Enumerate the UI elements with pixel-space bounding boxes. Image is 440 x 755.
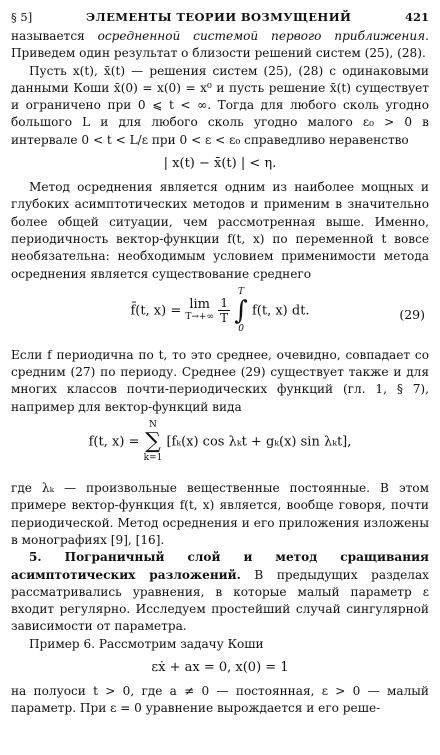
- inequality-formula: | x(t) − x̄(t) | < η.: [163, 156, 277, 172]
- paragraph-7: Пример 6. Рассмотрим задачу Коши: [29, 636, 264, 651]
- fraction-1-over-t: $\frac{1}{T}$: [220, 296, 229, 326]
- paragraph-8: на полуоси t > 0, где a ≠ 0 — постоянная, ε > 0 — малый параметр. При ε = 0 уравнение вырождается и его реше-: [11, 684, 429, 716]
- sum-formula: [11, 420, 429, 476]
- book-page: [11, 6, 429, 718]
- formula-29: [11, 287, 429, 343]
- section-marker: § 5]: [11, 10, 33, 24]
- paragraph-4: Если f периодична по t, то это среднее, очевидно, совпадает со средним (27) по периоду. Среднее (29) существует также и для многих классов почти-периодических функций (гл. 1, § 7), например для вектор-функций вида: [11, 347, 429, 414]
- paragraph-3: Метод осреднения является одним из наиболее мощных и глубоких асимптотических методов и применим в значительно более общей ситуации, чем рассмотренная выше. Именно, периодичность вектор-функции f(t, x) по переменной t вовсе необязательна: необходимым условием применимости метода осреднения является существование среднего: [11, 180, 429, 281]
- cauchy-problem-formula: εẋ + ax = 0, x(0) = 1: [151, 660, 289, 676]
- equation-number: (29): [399, 306, 425, 322]
- paragraph-2: Пусть x(t), x̄(t) — решения систем (25), (28) с одинаковыми данными Коши x̄(0) = x(0) = x⁰ и пусть решение x̄(t) существует и ограничено при 0 ⩽ t < ∞. Тогда для любого сколь угодно большого L и для любого сколь угодно малого ε₀ > 0 в интервале 0 < t < L/ε при 0 < ε < ε₀ справедливо неравенство: [11, 63, 429, 147]
- running-header: [11, 6, 429, 28]
- paragraph-5: где λₖ — произвольные вещественные постоянные. В этом примере вектор-функция f(t, x) является, вообще говоря, почти периодической. Метод осреднения и его приложения изложены в монографиях [9], [16].: [11, 481, 429, 547]
- running-title: ЭЛЕМЕНТЫ ТЕОРИИ ВОЗМУЩЕНИЙ: [85, 10, 352, 24]
- paragraph-6: 5. Пограничный слой и метод сращивания асимптотических разложений. В предыдущих разделах рассматривались уравнения, в которые малый параметр ε входит регулярно. Исследуем простейший случай сингулярной зависимости от параметра.: [11, 550, 429, 634]
- integral-sign: T ∫ 0: [234, 286, 248, 334]
- summation-sign: N ∑ k=1: [143, 420, 163, 464]
- paragraph-1: называется осредненной системой первого приближения. Приведем один результат о близости решений систем (25), (28).: [11, 29, 429, 61]
- sum-formula-lhs: f(t, x) =: [88, 434, 140, 450]
- limit-operator: lim T→+∞: [185, 296, 214, 322]
- formula-29-lhs: f̄(t, x) =: [130, 303, 182, 319]
- formula-29-integrand: f(t, x) dt.: [251, 303, 310, 319]
- section-heading: 5. Пограничный слой и метод сращивания асимптотических разложений.: [11, 550, 429, 582]
- emphasis-term: осредненной системой первого приближения: [97, 29, 426, 43]
- page-number: 421: [404, 10, 429, 24]
- sum-formula-rhs: [fₖ(x) cos λₖt + gₖ(x) sin λₖt],: [166, 434, 352, 450]
